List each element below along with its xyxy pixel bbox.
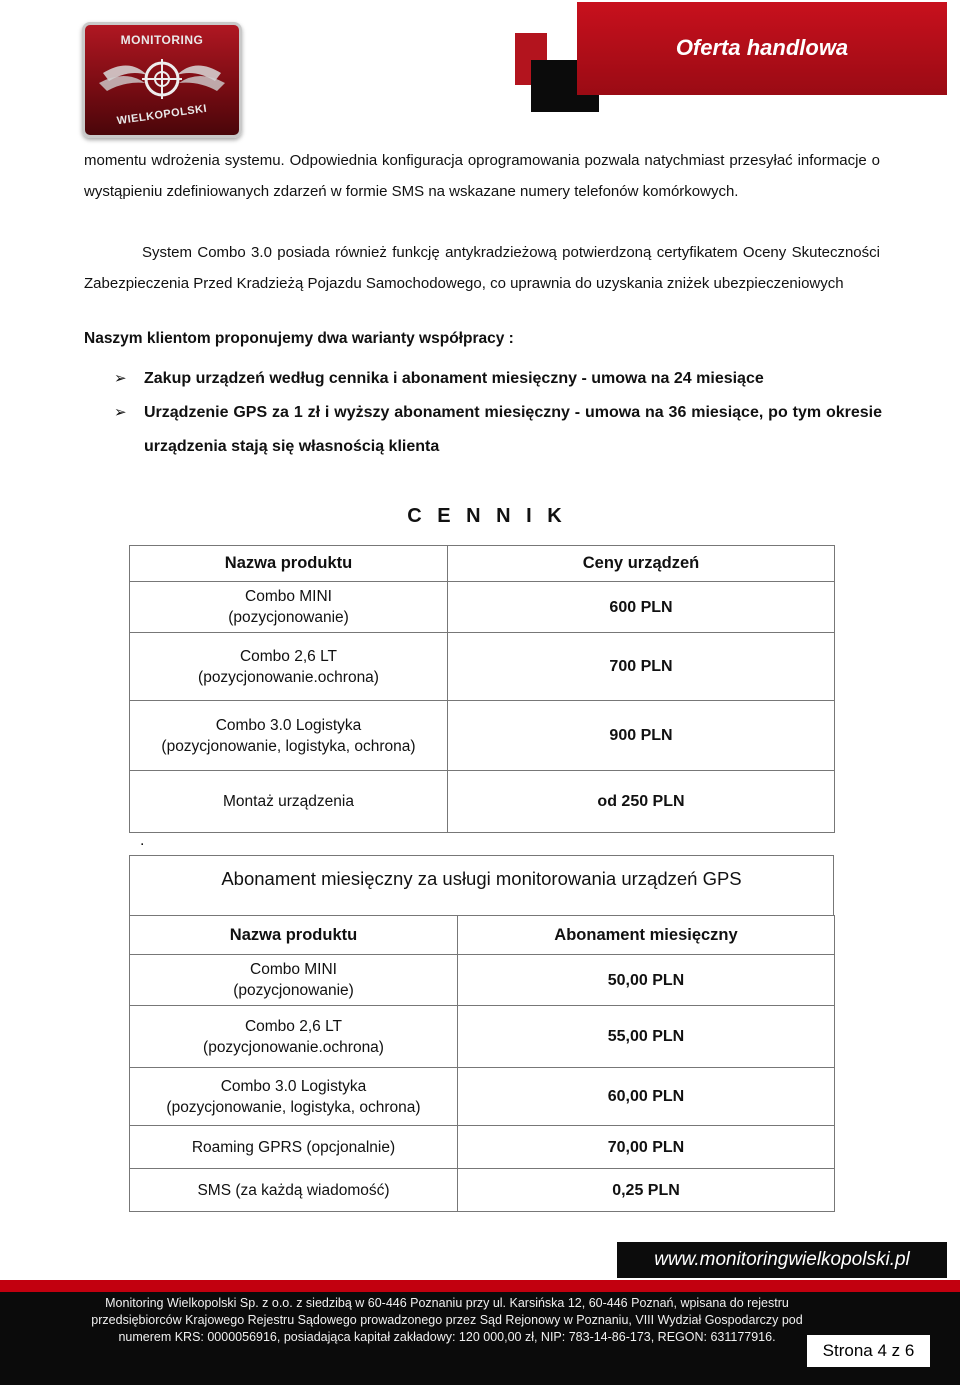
page-number: Strona 4 z 6 — [807, 1335, 930, 1367]
product-features: (pozycjonowanie) — [233, 982, 354, 999]
bullet-text: Zakup urządzeń według cennika i abonament miesięczny - umowa na 24 miesiące — [144, 370, 764, 387]
arrow-bullet-icon: ➢ — [114, 404, 127, 421]
logo-bottom-text: WIELKOPOLSKI — [116, 102, 208, 128]
table-row — [130, 1126, 835, 1169]
table-row — [130, 633, 835, 701]
table-row — [130, 1006, 835, 1068]
device-price-table — [129, 545, 835, 833]
price-list-title: C E N N I K — [407, 505, 567, 527]
product-features: (pozycjonowanie.ochrona) — [203, 1038, 384, 1056]
company-logo — [82, 22, 242, 138]
product-name: Combo 3.0 Logistyka — [220, 1077, 367, 1095]
header-band — [577, 2, 947, 95]
price-cell: 50,00 PLN — [458, 955, 835, 1006]
page-title: Oferta handlowa — [675, 35, 849, 60]
product-features: (pozycjonowanie, logistyka, ochrona) — [161, 737, 416, 755]
product-name: Combo MINI — [250, 961, 337, 978]
header-product: Nazwa produktu — [130, 546, 448, 582]
header-subscription: Abonament miesięczny — [458, 916, 835, 955]
price-cell: 900 PLN — [448, 701, 835, 771]
table-row — [130, 771, 835, 833]
bullet-option-1 — [114, 362, 882, 396]
product-name: Combo 3.0 Logistyka — [215, 716, 362, 734]
table-header-row — [130, 916, 835, 955]
price-cell: 700 PLN — [448, 633, 835, 701]
logo-top-text: MONITORING — [120, 33, 204, 47]
paragraph-antitheft-text: System Combo 3.0 posiada również funkcję antykradzieżową potwierdzoną certyfikatem Oceny Skuteczności Zabezpieczenia Przed Kradzieżą Pojazdu Samochodowego, co uprawnia do uzyskania zniżek ubezpieczeniowych — [84, 244, 880, 292]
footer-legal-line-2: przedsiębiorców Krajowego Rejestru Sądowego prowadzonego przez Sąd Rejonowy w Poznaniu, VIII Wydział Gospodarczy pod — [91, 1313, 803, 1327]
table-header-row — [130, 546, 835, 582]
separator-dot: . — [140, 832, 145, 849]
price-cell: 600 PLN — [448, 582, 835, 633]
product-features: (pozycjonowanie, logistyka, ochrona) — [166, 1098, 421, 1116]
table-row — [130, 701, 835, 771]
arrow-bullet-icon: ➢ — [114, 370, 127, 387]
subscription-title: Abonament miesięczny za usługi monitorowania urządzeń GPS — [129, 855, 834, 915]
product-name: Roaming GPRS (opcjonalnie) — [191, 1138, 396, 1156]
product-cell — [130, 1068, 458, 1126]
product-cell — [130, 701, 448, 771]
product-features: (pozycjonowanie) — [228, 609, 349, 626]
product-cell — [130, 1006, 458, 1068]
product-cell — [130, 633, 448, 701]
product-name: Combo MINI — [245, 588, 332, 605]
product-name: SMS (za każdą wiadomość) — [197, 1181, 390, 1199]
table-row — [130, 1169, 835, 1212]
cooperation-intro: Naszym klientom proponujemy dwa warianty współpracy : — [84, 330, 514, 347]
paragraph-sms: momentu wdrożenia systemu. Odpowiednia konfiguracja oprogramowania pozwala natychmiast przesyłać informacje o wystąpieniu zdefiniowanych zdarzeń w formie SMS na wskazane numery telefonów komórkowych. — [84, 152, 880, 200]
bullet-option-2 — [114, 396, 882, 464]
product-cell — [130, 1126, 458, 1169]
product-name: Combo 2,6 LT — [244, 1017, 343, 1035]
table-row — [130, 582, 835, 633]
header-price: Ceny urządzeń — [448, 546, 835, 582]
website-link[interactable]: www.monitoringwielkopolski.pl — [617, 1242, 947, 1278]
price-cell: 70,00 PLN — [458, 1126, 835, 1169]
bullet-text: Urządzenie GPS za 1 zł i wyższy abonament miesięczny - umowa na 36 miesiące, po tym okresie urządzenia stają się własnością klienta — [144, 404, 882, 455]
product-name: Montaż urządzenia — [223, 793, 354, 810]
subscription-table — [129, 915, 835, 1212]
product-features: (pozycjonowanie.ochrona) — [198, 668, 379, 686]
footer-legal-line-3: numerem KRS: 0000056916, posiadająca kapitał zakładowy: 120 000,00 zł, NIP: 783-14-86-173, REGON: 631177916. — [118, 1330, 776, 1344]
header-product: Nazwa produktu — [130, 916, 458, 955]
product-cell — [130, 771, 448, 833]
price-cell: od 250 PLN — [448, 771, 835, 833]
product-cell — [130, 955, 458, 1006]
product-name: Combo 2,6 LT — [239, 647, 338, 665]
footer-legal-line-1: Monitoring Wielkopolski Sp. z o.o. z siedzibą w 60-446 Poznaniu przy ul. Karsińska 12, 60-446 Poznań, wpisana do rejestru — [105, 1296, 789, 1310]
product-cell — [130, 582, 448, 633]
table-row — [130, 1068, 835, 1126]
price-cell: 55,00 PLN — [458, 1006, 835, 1068]
price-cell: 60,00 PLN — [458, 1068, 835, 1126]
price-cell: 0,25 PLN — [458, 1169, 835, 1212]
paragraph-antitheft — [84, 237, 880, 299]
product-cell — [130, 1169, 458, 1212]
table-row — [130, 955, 835, 1006]
